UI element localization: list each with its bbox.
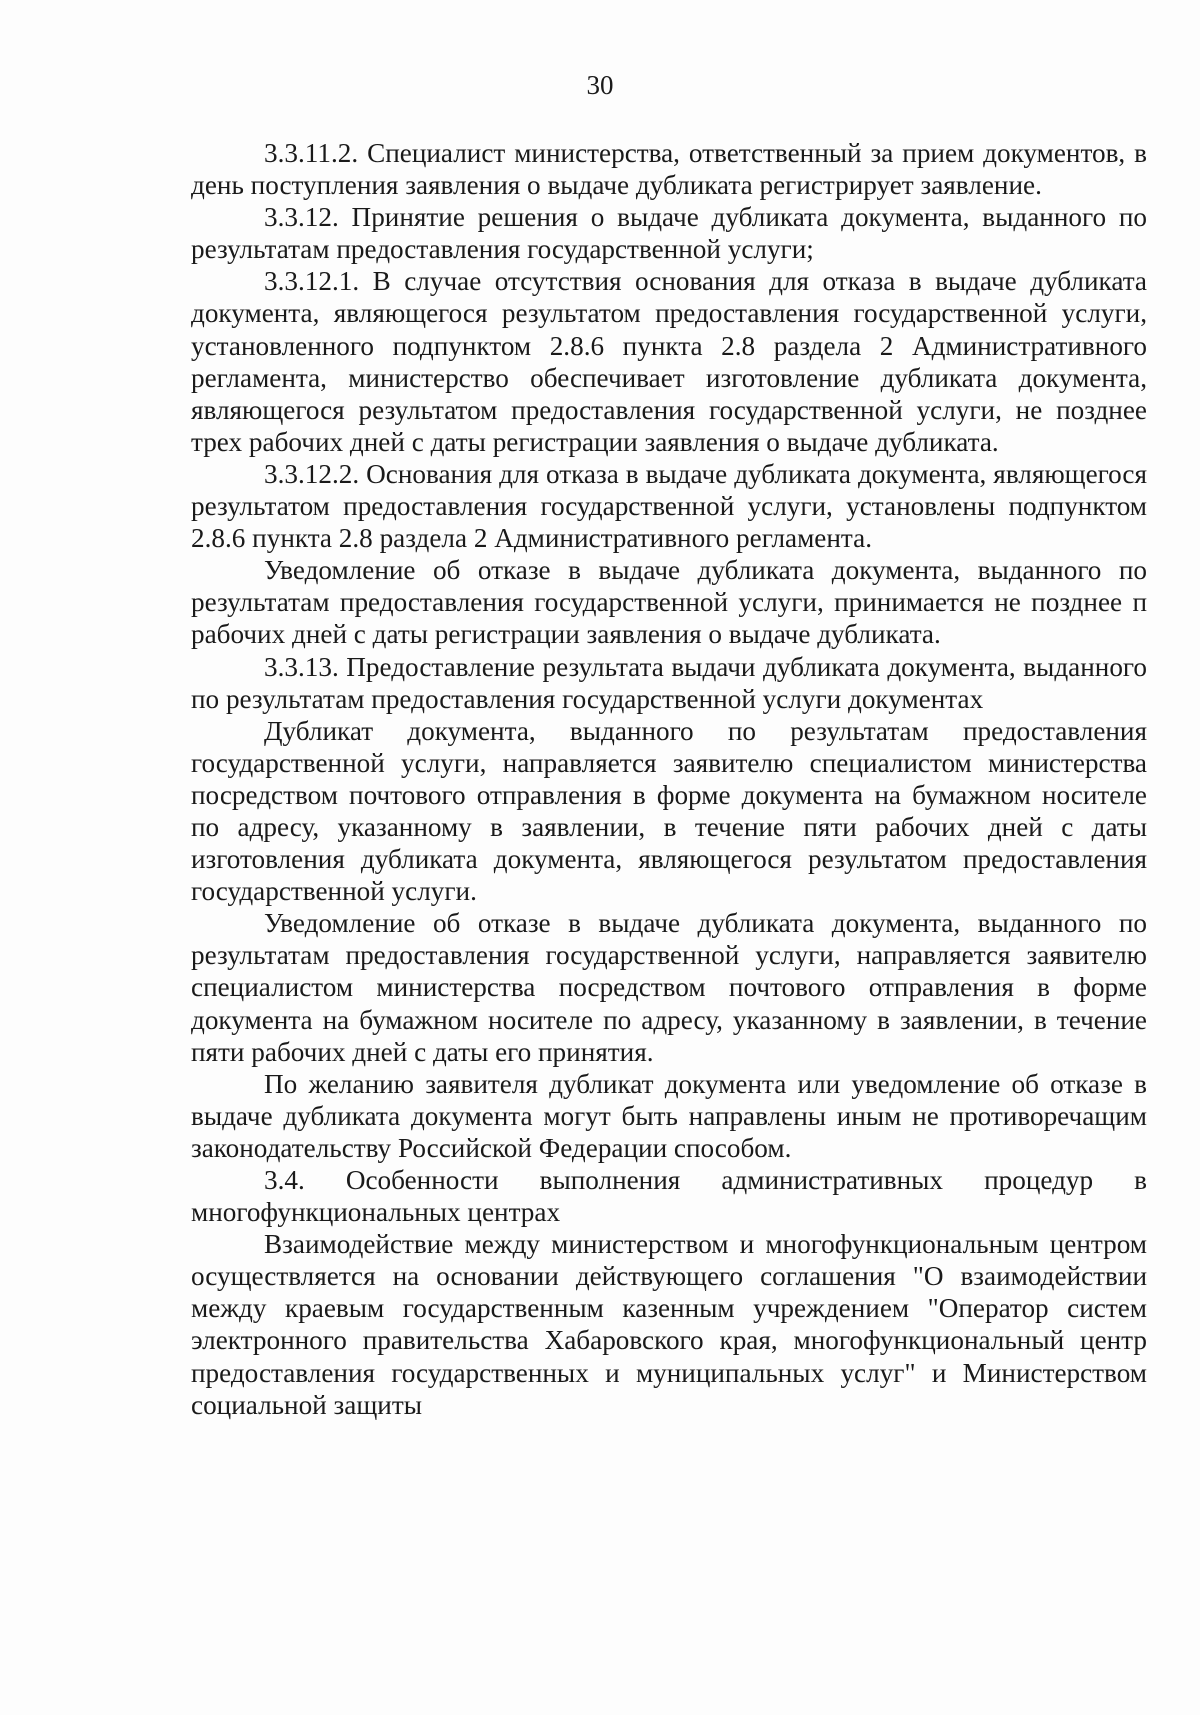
paragraph-3-3-12-2: 3.3.12.2. Основания для отказа в выдаче дубликата документа, являющегося результатом предоставления государственной услуги, установлены подпунктом 2.8.6 пункта 2.8 раздела 2 Административного регламента. — [191, 458, 1147, 554]
paragraph-duplicate-sending: Дубликат документа, выданного по результатам предоставления государственной услуги, направляется заявителю специалистом министерства посредством почтового отправления в форме документа на бумажном носителе по адресу, указанному в заявлении, в течение пяти рабочих дней с даты изготовления дубликата документа, являющегося результатом предоставления государственной услуги. — [191, 715, 1147, 907]
document-body — [191, 137, 1147, 1421]
paragraph-3-4: 3.4. Особенности выполнения административных процедур в многофункциональных центрах — [191, 1165, 1147, 1228]
page-number: 30 — [586, 70, 614, 100]
paragraph-3-3-12: 3.3.12. Принятие решения о выдаче дубликата документа, выданного по результатам предоставления государственной услуги; — [191, 202, 1147, 265]
paragraph-mfc-interaction: Взаимодействие между министерством и многофункциональным центром осуществляется на основании действующего соглашения "О взаимодействии между краевым государственным казенным учреждением "Оператор систем электронного правительства Хабаровского края, многофункциональный центр предоставления государственных и муниципальных услуг" и Министерством социальной защиты — [191, 1229, 1147, 1420]
paragraph-3-3-11-2: 3.3.11.2. Специалист министерства, ответственный за прием документов, в день поступления заявления о выдаче дубликата регистрирует заявление. — [191, 138, 1147, 201]
paragraph-3-3-12-1: 3.3.12.1. В случае отсутствия основания для отказа в выдаче дубликата документа, являющегося результатом предоставления государственной услуги, установленного подпунктом 2.8.6 пункта 2.8 раздела 2 Административного регламента, министерство обеспечивает изготовление дубликата документа, являющегося результатом предоставления государственной услуги, не позднее трех рабочих дней с даты регистрации заявления о выдаче дубликата. — [191, 266, 1147, 457]
paragraph-3-3-13: 3.3.13. Предоставление результата выдачи дубликата документа, выданного по результатам предоставления государственной услуги документах — [191, 651, 1147, 714]
paragraph-refusal-sending: Уведомление об отказе в выдаче дубликата документа, выданного по результатам предоставления государственной услуги, направляется заявителю специалистом министерства посредством почтового отправления в форме документа на бумажном носителе по адресу, указанному в заявлении, в течение пяти рабочих дней с даты его принятия. — [191, 908, 1147, 1067]
paragraph-refusal-notice: Уведомление об отказе в выдаче дубликата документа, выданного по результатам предоставления государственной услуги, принимается не позднее п рабочих дней с даты регистрации заявления о выдаче дубликата. — [191, 555, 1147, 650]
paragraph-alternative-method: По желанию заявителя дубликат документа или уведомление об отказе в выдаче дубликата документа могут быть направлены иным не противоречащим законодательству Российской Федерации способом. — [191, 1068, 1147, 1163]
